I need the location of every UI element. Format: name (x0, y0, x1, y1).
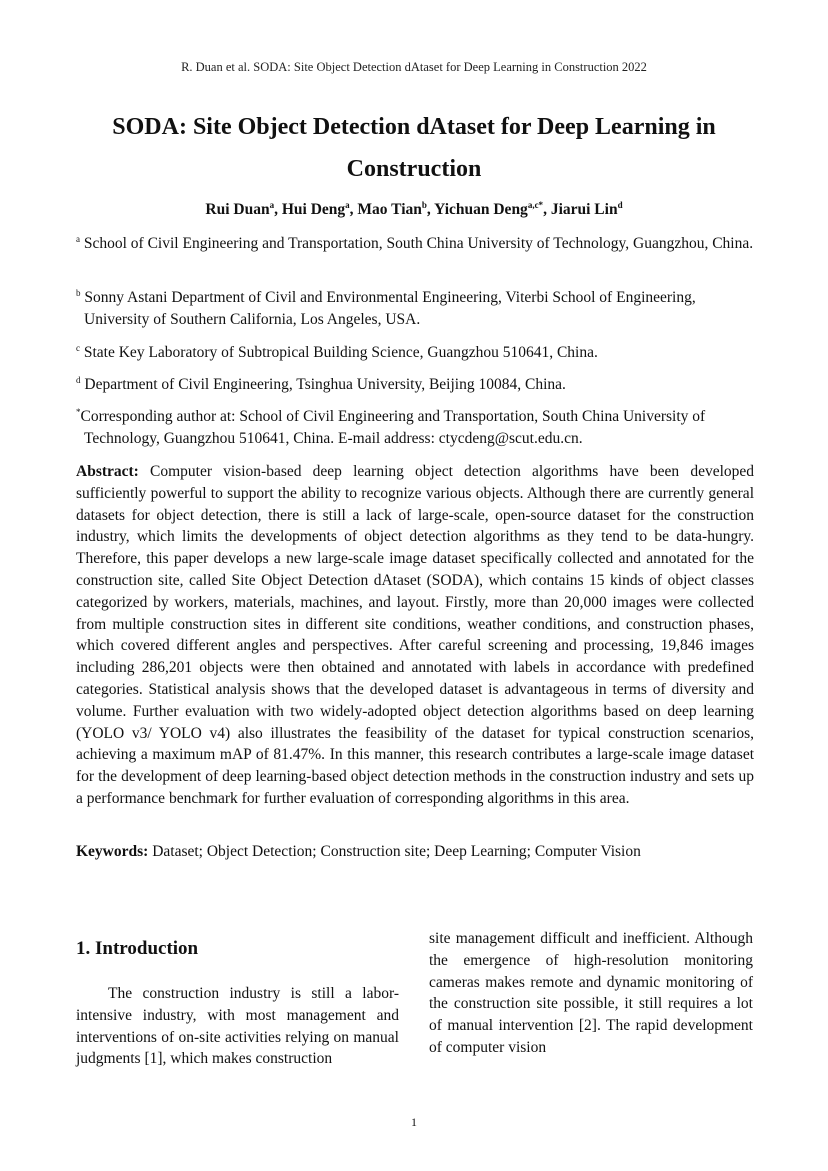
author-name: Yichuan Deng (434, 201, 528, 218)
page-number: 1 (411, 1115, 417, 1129)
author-separator: , (543, 201, 551, 218)
affiliation-text: State Key Laboratory of Subtropical Building Science, Guangzhou 510641, China. (83, 344, 598, 361)
author-separator: , (349, 201, 358, 218)
author (357, 201, 434, 218)
author-affiliation-mark: d (617, 199, 623, 210)
author (205, 201, 281, 218)
abstract-label: Abstract: (76, 463, 139, 480)
abstract-text: Computer vision-based deep learning object detection algorithms have been developed sufficiently powerful to support the ability to recognize various objects. Although there are currently general datasets for object detection, there is still a lack of large-scale, open-source dataset for the construction industry, which limits the developments of object detection algorithms as they tend to be data-hungry. Therefore, this paper develops a new large-scale image dataset specifically collected and annotated for the construction site, called Site Object Detection dAtaset (SODA), which contains 15 kinds of object classes categorized by workers, materials, machines, and layout. Firstly, more than 20,000 images were collected from multiple construction sites in different site conditions, weather conditions, and construction phases, which covered different angles and perspectives. After careful screening and processing, 19,846 images including 286,201 objects were then obtained and annotated with labels in accordance with predefined categories. Statistical analysis shows that the developed dataset is advantageous in terms of diversity and volume. Further evaluation with two widely-adopted object detection algorithms based on deep learning (YOLO v3/ YOLO v4) also illustrates the feasibility of the dataset for typical construction scenarios, achieving a maximum mAP of 81.47%. In this manner, this research contributes a large-scale image dataset for the development of deep learning-based object detection methods in the construction industry and sets up a performance benchmark for further evaluation of corresponding algorithms in this area. (76, 463, 755, 807)
author-list (0, 201, 828, 219)
author-name: Hui Deng (281, 201, 346, 218)
keywords (76, 841, 754, 863)
author-affiliation-mark: a (345, 199, 350, 210)
abstract (76, 461, 754, 810)
keywords-label: Keywords: (76, 843, 149, 860)
author-affiliation-mark: a (269, 199, 275, 210)
paper-title: SODA: Site Object Detection dAtaset for Deep Learning in Construction (112, 114, 716, 182)
author-affiliation-mark: a,c* (527, 199, 544, 210)
author-separator: , (274, 201, 282, 218)
intro-paragraph-right: site management difficult and inefficient. Although the emergence of high-resolution monitoring cameras makes remote and dynamic monitoring of the construction site possible, it still requires a lot of manual intervention [2]. The rapid development of computer vision (429, 930, 753, 1056)
keywords-text: Dataset; Object Detection; Construction site; Deep Learning; Computer Vision (152, 843, 641, 860)
affiliation (76, 233, 764, 255)
affiliation-text: School of Civil Engineering and Transportation, South China University of Technology, Guangzhou, China. (83, 235, 754, 252)
intro-paragraph-left: The construction industry is still a labor-intensive industry, with most management and interventions of on-site activities relying on manual judgments [1], which makes construction (76, 985, 399, 1068)
affiliation (76, 342, 764, 364)
affiliation-mark: d (76, 374, 81, 385)
affiliation-mark: a (76, 233, 80, 244)
affiliation-text: Sonny Astani Department of Civil and Environmental Engineering, Viterbi School of Engineering, University of Southern California, Los Angeles, USA. (84, 289, 696, 328)
affiliation-mark: b (76, 287, 81, 298)
author-affiliation-mark: b (421, 199, 427, 210)
author (551, 201, 623, 218)
affiliation-text: Corresponding author at: School of Civil Engineering and Transportation, South China University of Technology, Guangzhou 510641, China. E-mail address: ctycdeng@scut.edu.cn. (80, 408, 706, 447)
author (434, 201, 551, 218)
affiliation (76, 287, 764, 331)
author-separator: , (426, 201, 435, 218)
running-head: R. Duan et al. SODA: Site Object Detection dAtaset for Deep Learning in Construction 2022 (181, 60, 647, 74)
author-name: Mao Tian (357, 201, 422, 218)
author-name: Rui Duan (205, 201, 270, 218)
author-name: Jiarui Lin (550, 201, 618, 218)
affiliation-mark: c (76, 342, 80, 353)
affiliation (76, 406, 764, 450)
affiliation-mark: * (76, 406, 81, 417)
affiliation-text: Department of Civil Engineering, Tsinghua University, Beijing 10084, China. (84, 376, 566, 393)
section-heading: 1. Introduction (76, 938, 199, 959)
affiliation (76, 374, 764, 396)
author (282, 201, 358, 218)
